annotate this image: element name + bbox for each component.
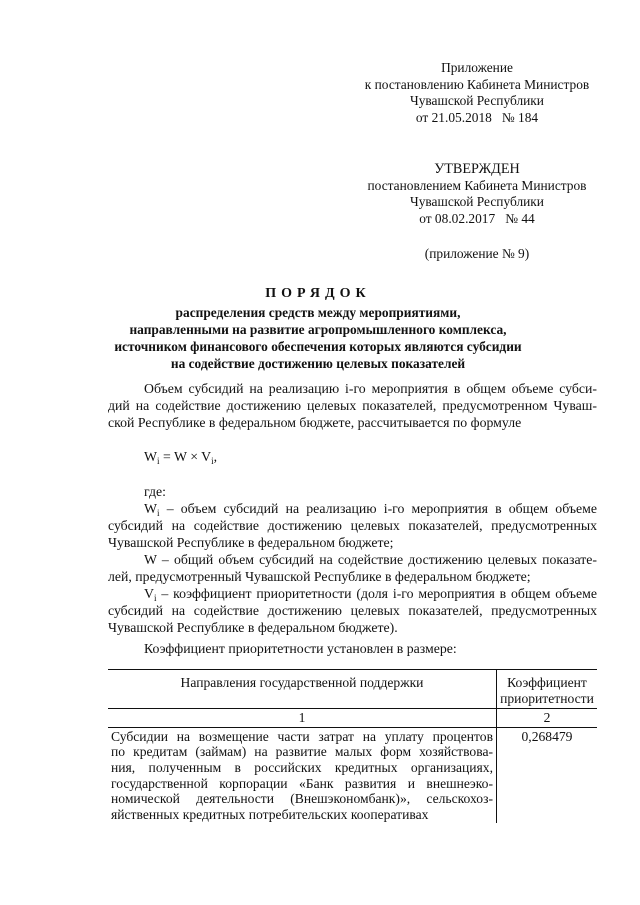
- header-coefficient: [497, 670, 598, 709]
- table-number-row: [108, 709, 597, 728]
- title-line-2: направленными на развитие агропромышленного комплекса,: [129, 322, 507, 337]
- title-line-1: распределения средств между мероприятиями,: [175, 305, 461, 320]
- table-row: [108, 727, 597, 823]
- def3-subscript: i: [153, 593, 157, 603]
- def1-text: – объем субсидий на реализацию i-го мероприятия в общем объеме: [159, 501, 597, 516]
- row1-line-1: Субсидии на возмещение части затрат на уплату процентов: [111, 728, 493, 744]
- header-direction: Направления государственной поддержки: [108, 670, 497, 709]
- def1-subscript: i: [157, 508, 160, 518]
- appendix-line-3: Чувашской Республики: [410, 93, 544, 108]
- intro-line-3: ской Республике в федеральном бюджете, рассчитывается по формуле: [108, 415, 522, 430]
- formula-rest: = W × V: [159, 449, 212, 464]
- coef-intro-text: Коэффициент приоритетности установлен в размере:: [144, 641, 457, 656]
- document-title: [78, 285, 558, 372]
- approval-stamp: [352, 161, 602, 263]
- def1-symbol: W: [144, 501, 158, 516]
- def2-line-2: лей, предусмотренный Чувашской Республике в федеральном бюджете;: [108, 569, 531, 584]
- def3-line-3: Чувашской Республике в федеральном бюджете).: [108, 620, 398, 635]
- formula-sub-i2: i: [211, 456, 214, 466]
- appendix-stamp: [352, 60, 602, 126]
- coefficient-table: [108, 669, 597, 823]
- header-coefficient-line-1: Коэффициент: [507, 675, 587, 690]
- coef-intro: [108, 640, 597, 657]
- intro-line-1: Объем субсидий на реализацию i-го мероприятия в общем объеме субси-: [144, 381, 597, 396]
- row1-line-5: номической деятельности (Внешэкономбанк)», сельскохоз-: [111, 791, 493, 807]
- formula-w: W: [144, 449, 158, 464]
- def3-line-1: [108, 585, 597, 602]
- title-line-4: на содействие достижению целевых показателей: [170, 356, 466, 371]
- def1-line-1: [108, 500, 597, 517]
- def1-line-2: субсидий на содействие достижению целевых показателей, предусмотренных: [108, 518, 597, 533]
- appendix-line-4: от 21.05.2018 № 184: [415, 109, 539, 125]
- column-number-2: 2: [497, 709, 598, 728]
- row1-direction: [108, 727, 497, 823]
- appendix-line-1: Приложение: [441, 60, 513, 75]
- def3-line-2: субсидий на содействие достижению целевых показателей, предусмотренных: [108, 603, 597, 618]
- where-label: где:: [144, 484, 166, 499]
- def3-text: – коэффициент приоритетности (доля i-го мероприятия в общем объеме: [156, 586, 597, 601]
- definitions: [108, 483, 597, 636]
- row1-line-3: ния, полученным в российских кредитных организациях,: [111, 759, 493, 775]
- spacer: [352, 227, 602, 246]
- approved-line-2: постановлением Кабинета Министров: [367, 177, 587, 193]
- approved-line-4: от 08.02.2017 № 44: [419, 210, 535, 226]
- table-header-row: [108, 670, 597, 709]
- column-number-1: 1: [108, 709, 497, 728]
- formula: [108, 448, 597, 465]
- approved-heading: УТВЕРЖДЕН: [434, 161, 520, 177]
- header-coefficient-line-2: приоритетности: [500, 690, 594, 706]
- row1-line-6: яйственных кредитных потребительских кооперативах: [111, 806, 429, 822]
- intro-paragraph: [108, 380, 597, 431]
- title-line-3: источником финансового обеспечения которых являются субсидии: [114, 339, 522, 354]
- def3-symbol: V: [144, 586, 154, 601]
- formula-tail: ,: [213, 449, 218, 464]
- row1-coefficient: 0,268479: [521, 728, 573, 744]
- approved-appendix-number: (приложение № 9): [424, 246, 530, 261]
- def2-line-1: W – общий объем субсидий на содействие достижению целевых показате-: [144, 552, 597, 567]
- appendix-line-2: к постановлению Кабинета Министров: [364, 76, 590, 92]
- approved-line-3: Чувашской Республики: [410, 194, 544, 209]
- def1-line-3: Чувашской Республике в федеральном бюджете;: [108, 535, 394, 550]
- intro-line-2: дий на содействие достижению целевых показателей, предусмотренном Чуваш-: [108, 398, 597, 413]
- row1-line-4: государственной корпорации «Банк развития и внешнеэко-: [111, 775, 493, 791]
- title-heading: ПОРЯДОК: [265, 286, 371, 301]
- row1-line-2: по кредитам (займам) на развитие малых форм хозяйствова-: [111, 744, 493, 760]
- formula-sub-i: i: [157, 456, 160, 466]
